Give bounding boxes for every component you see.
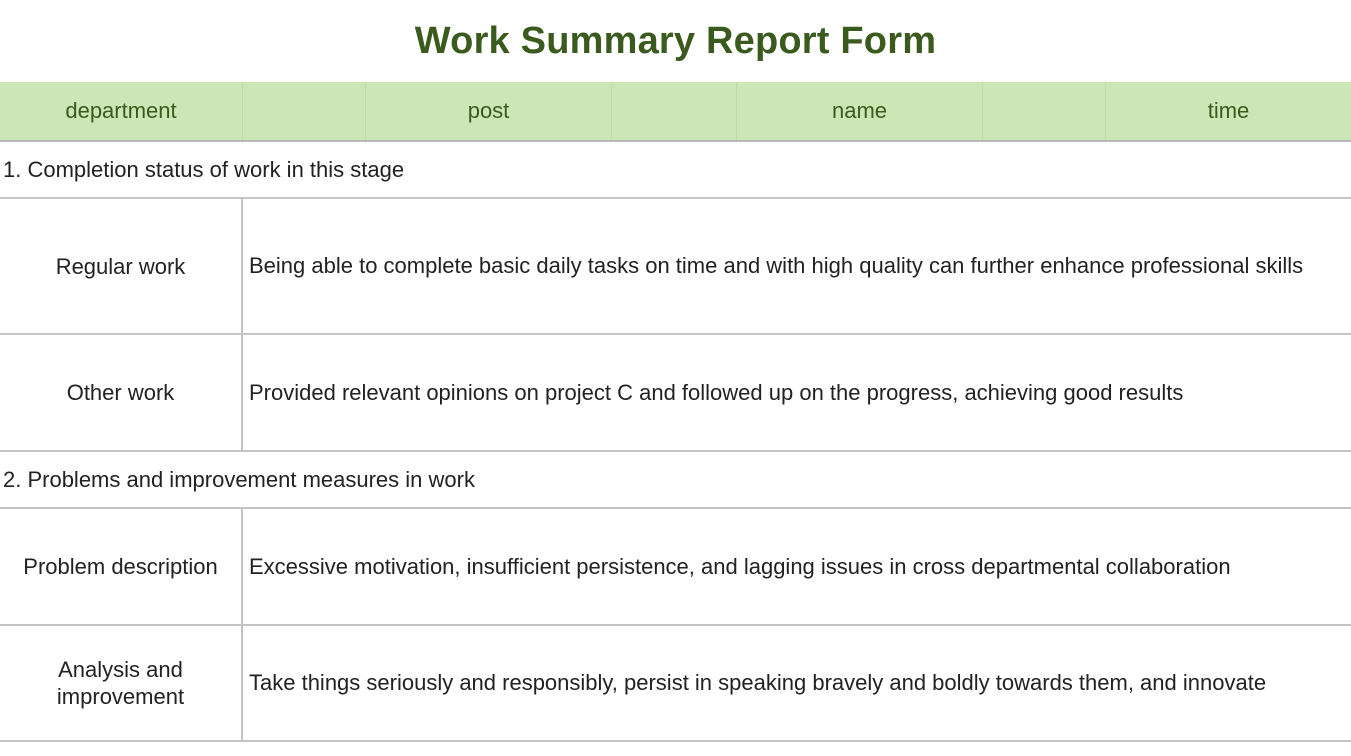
header-name-value-cell[interactable] <box>983 82 1106 140</box>
header-post-value-cell[interactable] <box>612 82 737 140</box>
row-content-other-work[interactable]: Provided relevant opinions on project C and followed up on the progress, achieving good results <box>249 379 1184 405</box>
row-label-analysis-improvement: Analysis and improvement <box>0 626 243 740</box>
header-post-label: post <box>366 82 612 140</box>
form-header-row <box>0 82 1351 142</box>
header-time-label: time <box>1207 98 1250 123</box>
table-row-regular-work <box>0 199 1351 335</box>
header-name-label: name <box>737 82 983 140</box>
form-title: Work Summary Report Form <box>414 19 937 62</box>
header-department-label: department <box>0 82 243 140</box>
table-row-problem-description <box>0 509 1351 626</box>
row-content-analysis-improvement[interactable]: Take things seriously and responsibly, persist in speaking bravely and boldly towards them, and innovate <box>249 670 1267 695</box>
row-label-problem-description: Problem description <box>0 509 243 624</box>
section-heading-problems-improvement: 2. Problems and improvement measures in work <box>0 452 1351 509</box>
row-label-other-work: Other work <box>0 335 243 450</box>
row-label-regular-work: Regular work <box>0 199 243 333</box>
section-heading-completion-status: 1. Completion status of work in this stage <box>0 142 1351 199</box>
table-row-other-work <box>0 335 1351 452</box>
row-content-regular-work[interactable]: Being able to complete basic daily tasks on time and with high quality can further enhance professional skills <box>249 253 1304 278</box>
row-content-problem-description[interactable]: Excessive motivation, insufficient persistence, and lagging issues in cross departmental collaboration <box>249 553 1231 579</box>
header-department-value-cell[interactable] <box>243 82 366 140</box>
table-row-analysis-improvement <box>0 626 1351 742</box>
